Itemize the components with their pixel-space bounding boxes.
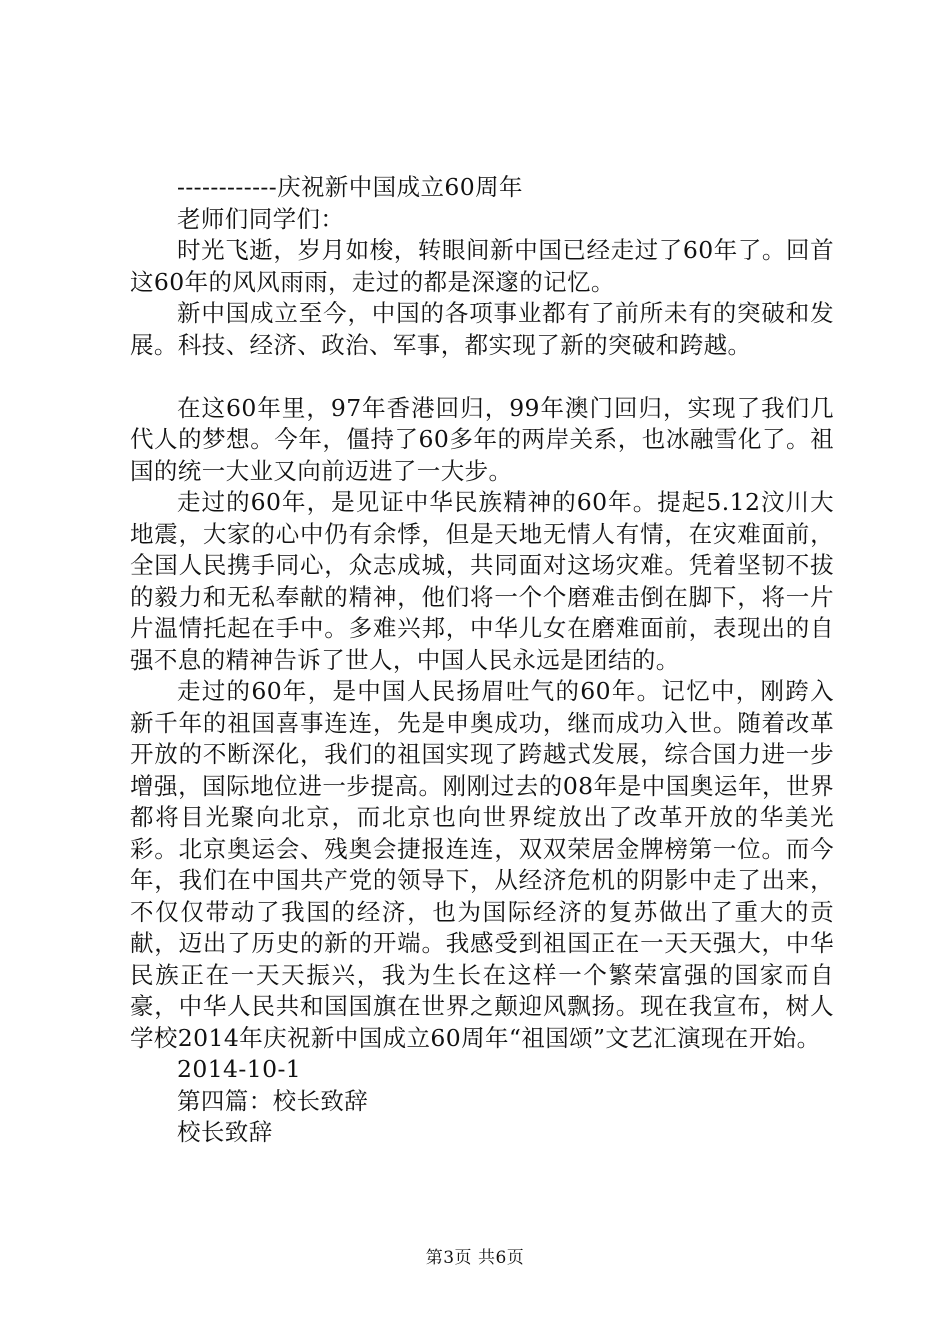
date-line: 2014-10-1 [177, 1055, 302, 1083]
paragraph-4: 走过的60年，是见证中华民族精神的60年。提起5.12汶川大地震，大家的心中仍有余悸，但是天地无情人有情，在灾难面前，全国人民携手同心，众志成城，共同面对这场灾难。凭着坚韧不拔的毅力和无私奉献的精神，他们将一个个磨难击倒在脚下，将一片片温情托起在手中。多难兴邦，中华儿女在磨难面前，表现出的自强不息的精神告诉了世人，中国人民永远是团结的。 [130, 488, 834, 674]
paragraph-5: 走过的60年，是中国人民扬眉吐气的60年。记忆中，刚跨入新千年的祖国喜事连连，先是申奥成功，继而成功入世。随着改革开放的不断深化，我们的祖国实现了跨越式发展，综合国力进一步增强，国际地位进一步提高。刚刚过去的08年是中国奥运年，世界都将目光聚向北京，而北京也向世界绽放出了改革开放的华美光彩。北京奥运会、残奥会捷报连连，双双荣居金牌榜第一位。而今年，我们在中国共产党的领导下，从经济危机的阴影中走了出来，不仅仅带动了我国的经济，也为国际经济的复苏做出了重大的贡献，迈出了历史的新的开端。我感受到祖国正在一天天强大，中华民族正在一天天振兴，我为生长在这样一个繁荣富强的国家而自豪，中华人民共和国国旗在世界之颠迎风飘扬。现在我宣布，树人学校2014年庆祝新中国成立60周年“祖国颂”文艺汇演现在开始。 [130, 677, 834, 1052]
paragraph-3: 在这60年里，97年香港回归，99年澳门回归，实现了我们几代人的梦想。今年，僵持了60多年的两岸关系，也冰融雪化了。祖国的统一大业又向前迈进了一大步。 [130, 393, 834, 485]
section-title: 校长致辞 [177, 1118, 273, 1146]
paragraph-1: 时光飞逝，岁月如梭，转眼间新中国已经走过了60年了。回首这60年的风风雨雨，走过的都是深邃的记忆。 [130, 236, 834, 296]
page-footer: 第3页 共6页 [425, 1248, 525, 1268]
subtitle-line: ------------庆祝新中国成立60周年 [177, 173, 523, 201]
paragraph-2: 新中国成立至今，中国的各项事业都有了前所未有的突破和发展。科技、经济、政治、军事，都实现了新的突破和跨越。 [130, 299, 834, 359]
salutation: 老师们同学们： [177, 204, 345, 233]
section-heading: 第四篇：校长致辞 [177, 1086, 369, 1115]
document-body [130, 172, 834, 1149]
